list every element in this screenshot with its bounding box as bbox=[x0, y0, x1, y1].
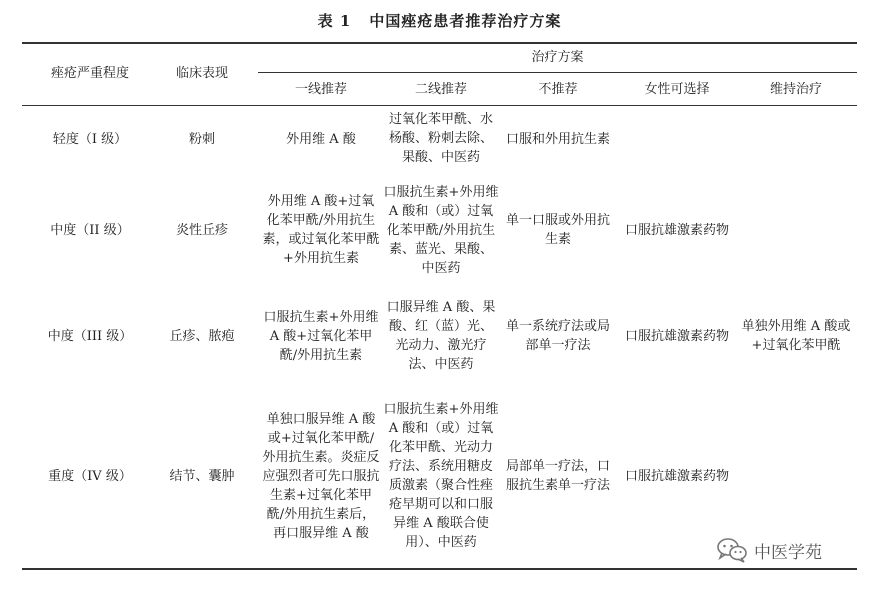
row4-not-recommended: 局部单一疗法，口服抗生素单一疗法 bbox=[505, 459, 610, 493]
row1-clinical: 粉刺 bbox=[188, 131, 215, 147]
row3-female-optional: 口服抗雄激素药物 bbox=[624, 328, 729, 344]
row1-not-recommended: 口服和外用抗生素 bbox=[505, 131, 610, 147]
row2-not-recommended: 单一口服或外用抗生素 bbox=[505, 213, 610, 247]
header-clinical: 临床表现 bbox=[175, 65, 228, 81]
row1-first-line: 外用维 A 酸 bbox=[286, 131, 356, 147]
row3-clinical: 丘疹、脓疱 bbox=[169, 328, 235, 344]
row2-severity: 中度（II 级） bbox=[50, 222, 130, 238]
row4-clinical: 结节、囊肿 bbox=[169, 468, 235, 484]
header-treatment-group: 治疗方案 bbox=[531, 49, 584, 65]
row4-female-optional: 口服抗雄激素药物 bbox=[624, 468, 729, 484]
header-subrule bbox=[258, 72, 857, 73]
row4-second-line: 口服抗生素+外用维 A 酸和（或）过氧化苯甲酰、光动力疗法、系统用糖皮质激素（聚合性痤疮早期可以和口服异维 A 酸联合使用）、中医药 bbox=[383, 402, 499, 550]
row2-first-line: 外用维 A 酸+过氧化苯甲酰/外用抗生素，或过氧化苯甲酰+外用抗生素 bbox=[262, 194, 380, 266]
row2-female-optional: 口服抗雄激素药物 bbox=[624, 222, 729, 238]
header-maintenance: 维持治疗 bbox=[769, 81, 822, 97]
row3-second-line: 口服异维 A 酸、果酸、红（蓝）光、光动力、激光疗法、中医药 bbox=[386, 300, 496, 372]
row3-first-line: 口服抗生素+外用维 A 酸+过氧化苯甲酰/外用抗生素 bbox=[263, 309, 379, 363]
header-first-line: 一线推荐 bbox=[294, 81, 347, 97]
row3-not-recommended: 单一系统疗法或局部单一疗法 bbox=[505, 319, 610, 353]
table-caption: 中国痤疮患者推荐治疗方案 bbox=[369, 12, 562, 30]
table-title bbox=[0, 10, 879, 31]
row1-female-optional bbox=[618, 110, 736, 168]
row1-second-line: 过氧化苯甲酰、水杨酸、粉刺去除、果酸、中医药 bbox=[388, 111, 493, 165]
table-label: 表 1 bbox=[317, 12, 352, 30]
row4-maintenance bbox=[740, 392, 852, 560]
row2-clinical: 炎性丘疹 bbox=[175, 222, 228, 238]
row1-maintenance bbox=[740, 110, 852, 168]
wechat-icon bbox=[716, 537, 748, 563]
watermark-text: 中医学苑 bbox=[754, 542, 822, 563]
row3-maintenance: 单独外用维 A 酸或+过氧化苯甲酰 bbox=[741, 319, 851, 353]
watermark bbox=[716, 536, 822, 564]
row4-severity: 重度（IV 级） bbox=[48, 468, 132, 484]
row4-first-line: 单独口服异维 A 酸或+过氧化苯甲酰/外用抗生素。炎症反应强烈者可先口服抗生素+过氧化苯甲酰/外用抗生素后，再口服异维 A 酸 bbox=[262, 411, 380, 541]
header-female-optional: 女性可选择 bbox=[644, 81, 710, 97]
bottom-rule bbox=[22, 568, 857, 570]
row1-severity: 轻度（I 级） bbox=[52, 131, 128, 147]
header-not-recommended: 不推荐 bbox=[538, 81, 578, 97]
row2-maintenance bbox=[740, 176, 852, 284]
row2-second-line: 口服抗生素+外用维 A 酸和（或）过氧化苯甲酰/外用抗生素、蓝光、果酸、中医药 bbox=[383, 184, 499, 276]
header-rule bbox=[22, 105, 857, 106]
row3-severity: 中度（III 级） bbox=[47, 328, 133, 344]
header-second-line: 二线推荐 bbox=[414, 81, 467, 97]
header-severity: 痤疮严重程度 bbox=[50, 65, 129, 81]
